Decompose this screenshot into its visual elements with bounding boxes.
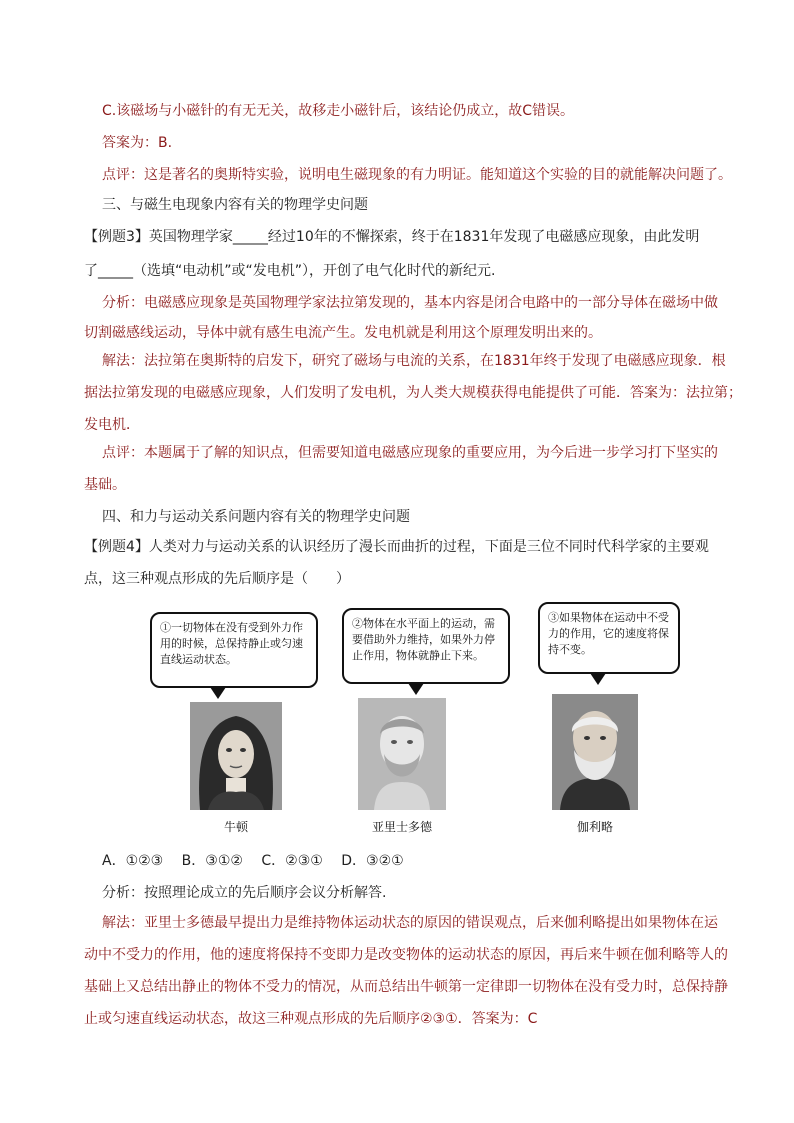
speech-bubble-aristotle: ②物体在水平面上的运动，需要借助外力维持，如果外力停止作用，物体就静止下来。 (342, 608, 510, 684)
caption-newton: 牛顿 (223, 820, 248, 834)
text-line: C.该磁场与小磁针的有无无关，故移走小磁针后，该结论仍成立，故C错误。 (102, 103, 574, 119)
text-line: 【例题3】英国物理学家_____经过10年的不懈探索，终于在1831年发现了电磁感应现象，由此发明 (84, 229, 700, 245)
bubble-tail (590, 673, 606, 685)
text-line: 解法：法拉第在奥斯特的启发下，研究了磁场与电流的关系，在1831年终于发现了电磁感应现象．根 (102, 353, 726, 369)
portrait-galileo (552, 694, 638, 810)
text-line: 切割磁感线运动，导体中就有感生电流产生。发电机就是利用这个原理发明出来的。 (84, 325, 602, 341)
speech-bubble-newton: ①一切物体在没有受到外力作用的时候，总保持静止或匀速直线运动状态。 (150, 612, 318, 688)
portrait-newton-art (190, 702, 282, 810)
portrait-aristotle (358, 698, 446, 810)
caption-aristotle: 亚里士多德 (371, 820, 432, 834)
section-heading: 三、与磁生电现象内容有关的物理学史问题 (102, 197, 368, 213)
section-heading: 四、和力与运动关系问题内容有关的物理学史问题 (102, 509, 410, 525)
text-line: 了_____（选填“电动机”或“发电机”），开创了电气化时代的新纪元. (84, 263, 496, 279)
portrait-aristotle-art (358, 698, 446, 810)
text-line: 据法拉第发现的电磁感应现象，人们发明了发电机，为人类大规模获得电能提供了可能．答案为：法拉第； (84, 385, 742, 401)
text-line: 点，这三种观点形成的先后顺序是（ ） (84, 571, 350, 587)
bubble-tail (408, 683, 424, 695)
speech-bubble-galileo: ③如果物体在运动中不受力的作用，它的速度将保持不变。 (538, 602, 680, 674)
text-line: 答案为：B. (102, 135, 173, 151)
caption-galileo: 伽利略 (576, 820, 613, 834)
portrait-galileo-art (552, 694, 638, 810)
text-line: 分析：电磁感应现象是英国物理学家法拉第发现的，基本内容是闭合电路中的一部分导体在磁场中做 (102, 295, 718, 311)
text-line: 止或匀速直线运动状态，故这三种观点形成的先后顺序②③①．答案为：C (84, 1011, 538, 1027)
text-line: 动中不受力的作用，他的速度将保持不变即力是改变物体的运动状态的原因，再后来牛顿在伽利略等人的 (84, 947, 728, 963)
text-line: 基础上又总结出静止的物体不受力的情况，从而总结出牛顿第一定律即一切物体在没有受力时，总保持静 (84, 979, 728, 995)
bubble-tail (210, 687, 226, 699)
portrait-newton (190, 702, 282, 810)
text-line: 点评：这是著名的奥斯特实验，说明电生磁现象的有力明证。能知道这个实验的目的就能解决问题了。 (102, 167, 732, 183)
text-line: 发电机． (84, 417, 140, 433)
text-line: 解法：亚里士多德最早提出力是维持物体运动状态的原因的错误观点，后来伽利略提出如果物体在运 (102, 915, 718, 931)
text-line: 分析：按照理论成立的先后顺序会议分析解答. (102, 885, 387, 901)
text-line: 点评：本题属于了解的知识点，但需要知道电磁感应现象的重要应用，为今后进一步学习打下坚实的 (102, 445, 718, 461)
answer-options: A．①②③ B．③①② C．②③① D．③②① (102, 853, 404, 869)
text-line: 基础。 (84, 477, 126, 493)
text-line: 【例题4】人类对力与运动关系的认识经历了漫长而曲折的过程，下面是三位不同时代科学家的主要观 (84, 539, 709, 555)
